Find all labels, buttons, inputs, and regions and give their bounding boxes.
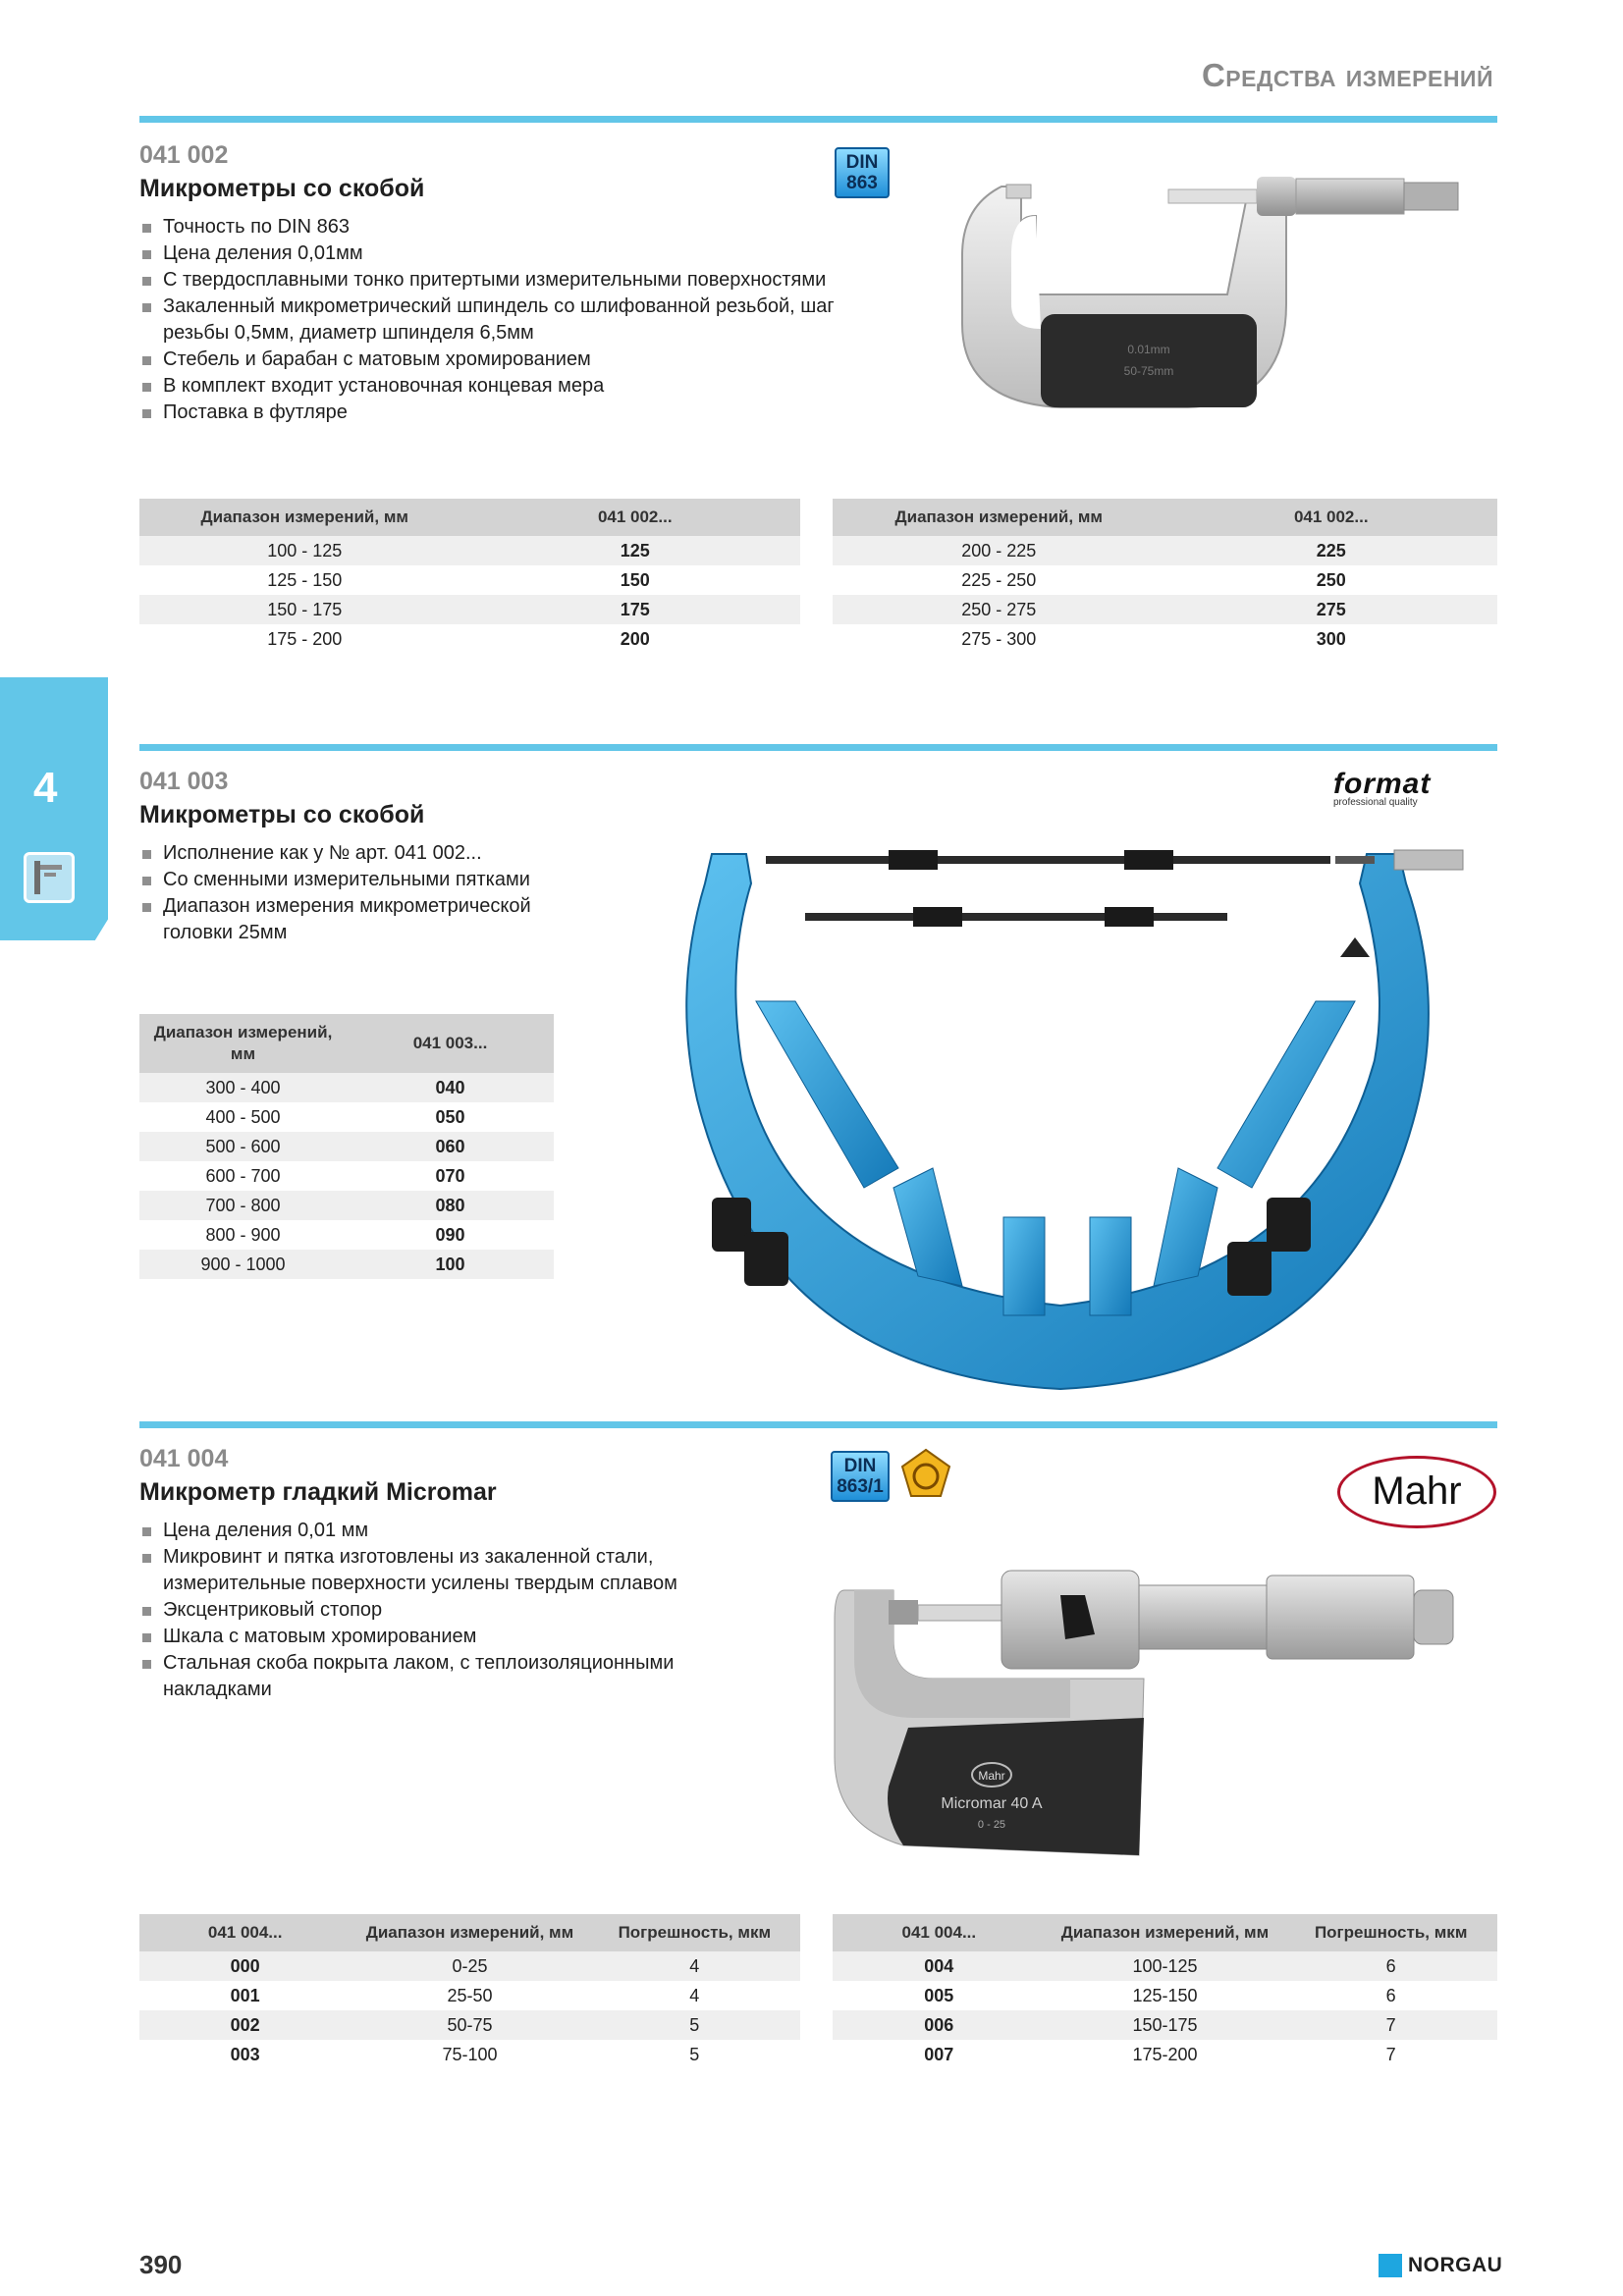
table-cell: 070 bbox=[435, 1165, 465, 1186]
table-row bbox=[139, 1132, 554, 1161]
table-041002-right bbox=[833, 499, 1497, 654]
table-041002-left bbox=[139, 499, 800, 654]
table-row bbox=[833, 536, 1497, 565]
photo-label: Mahr bbox=[978, 1769, 1005, 1783]
table-row bbox=[139, 1220, 554, 1250]
photo-label: 0 - 25 bbox=[977, 1819, 1006, 1831]
header-rule bbox=[139, 116, 1497, 123]
din-863-1-badge bbox=[831, 1451, 890, 1502]
table-cell: 150 - 175 bbox=[139, 595, 470, 624]
table-row bbox=[139, 565, 800, 595]
table-row bbox=[139, 536, 800, 565]
table-cell: 200 bbox=[620, 628, 650, 649]
badge-line-1: DIN bbox=[843, 1456, 877, 1476]
norgau-logo bbox=[1379, 2254, 1502, 2277]
section-rule bbox=[139, 1421, 1497, 1428]
quality-seal-icon bbox=[899, 1447, 952, 1500]
table-cell: 000 bbox=[139, 1951, 351, 1981]
photo-label: 50-75mm bbox=[1123, 364, 1174, 378]
page-number: 390 bbox=[139, 2250, 183, 2279]
list-item: Шкала с матовым хромированием bbox=[139, 1624, 748, 1650]
table-cell: 003 bbox=[230, 2044, 260, 2064]
table-cell: 100-125 bbox=[1046, 1951, 1285, 1981]
section-code-041002: 041 002 bbox=[139, 141, 229, 169]
table-cell: 250 - 275 bbox=[833, 595, 1165, 624]
badge-line-2: 863/1 bbox=[837, 1476, 884, 1497]
table-cell: 275 - 300 bbox=[961, 628, 1037, 649]
list-item: Стебель и барабан с матовым хромированием bbox=[139, 347, 905, 373]
table-cell: 7 bbox=[1385, 2044, 1396, 2064]
section-code-041003: 041 003 bbox=[139, 768, 229, 795]
table-cell: 050 bbox=[435, 1106, 465, 1127]
table-cell: 175-200 bbox=[1132, 2044, 1198, 2064]
table-cell: 7 bbox=[1284, 2010, 1497, 2040]
section-title-041002: Микрометры со скобой bbox=[139, 175, 425, 202]
table-header: Диапазон измерений, мм bbox=[1046, 1914, 1285, 1951]
table-cell: 005 bbox=[924, 1985, 954, 2005]
table-row bbox=[833, 1951, 1497, 1981]
table-cell: 150-175 bbox=[1046, 2010, 1285, 2040]
table-row bbox=[833, 2010, 1497, 2040]
table-cell: 5 bbox=[689, 2044, 700, 2064]
table-cell: 125-150 bbox=[1132, 1985, 1198, 2005]
table-cell: 090 bbox=[435, 1224, 465, 1245]
table-cell: 500 - 600 bbox=[139, 1132, 347, 1161]
table-header: 041 004... bbox=[833, 1914, 1046, 1951]
section-title-041003: Микрометры со скобой bbox=[139, 801, 425, 828]
list-item: В комплект входит установочная концевая мера bbox=[139, 373, 905, 400]
micrometer-photo-041002 bbox=[943, 157, 1502, 422]
photo-label: Micromar 40 A bbox=[941, 1795, 1043, 1812]
norgau-logo-word: NORGAU bbox=[1408, 2254, 1503, 2276]
table-cell: 6 bbox=[1385, 1985, 1396, 2005]
list-item: С твердосплавными тонко притертыми измерительными поверхностями bbox=[139, 267, 905, 294]
table-row bbox=[833, 595, 1497, 624]
table-header: 041 002... bbox=[470, 499, 801, 536]
table-header: Погрешность, мкм bbox=[1284, 1914, 1497, 1951]
table-cell: 125 bbox=[470, 536, 801, 565]
badge-line-1: DIN bbox=[845, 152, 879, 173]
list-item: Цена деления 0,01 мм bbox=[139, 1518, 748, 1544]
table-row bbox=[139, 2040, 800, 2069]
norgau-square-icon bbox=[1379, 2254, 1402, 2277]
table-row bbox=[139, 1073, 554, 1102]
table-cell: 150 bbox=[620, 569, 650, 590]
table-row bbox=[139, 1161, 554, 1191]
table-header: Диапазон измерений, мм bbox=[833, 499, 1165, 536]
table-cell: 100 bbox=[347, 1250, 554, 1279]
table-cell: 002 bbox=[139, 2010, 351, 2040]
mahr-logo: Mahr bbox=[1337, 1456, 1496, 1528]
table-cell: 400 - 500 bbox=[205, 1106, 281, 1127]
table-row bbox=[139, 595, 800, 624]
list-item: Поставка в футляре bbox=[139, 400, 905, 426]
table-header: Диапазон измерений, мм bbox=[351, 1914, 588, 1951]
table-cell: 060 bbox=[347, 1132, 554, 1161]
list-item: Закаленный микрометрический шпиндель со шлифованной резьбой, шаг резьбы 0,5мм, диаметр шпинделя 6,5мм bbox=[139, 294, 905, 347]
table-041003 bbox=[139, 1014, 554, 1279]
table-cell: 001 bbox=[230, 1985, 260, 2005]
list-item: Со сменными измерительными пятками bbox=[139, 867, 591, 893]
table-header: Диапазон измерений, мм bbox=[139, 1014, 347, 1073]
table-row bbox=[139, 2010, 800, 2040]
table-header: Погрешность, мкм bbox=[589, 1914, 800, 1951]
table-cell: 100 - 125 bbox=[139, 536, 470, 565]
table-cell: 225 bbox=[1165, 536, 1498, 565]
list-item: Стальная скоба покрыта лаком, с теплоизоляционными накладками bbox=[139, 1650, 748, 1703]
list-item: Микровинт и пятка изготовлены из закаленной стали, измерительные поверхности усилены твердым сплавом bbox=[139, 1544, 748, 1597]
feature-list-041002 bbox=[139, 214, 905, 426]
table-cell: 004 bbox=[833, 1951, 1046, 1981]
table-row bbox=[833, 1981, 1497, 2010]
section-rule bbox=[139, 744, 1497, 751]
table-cell: 040 bbox=[347, 1073, 554, 1102]
section-code-041004: 041 004 bbox=[139, 1445, 229, 1472]
feature-list-041003 bbox=[139, 840, 591, 946]
chapter-number: 4 bbox=[33, 764, 58, 812]
format-logo-word: format bbox=[1333, 768, 1432, 800]
table-cell: 275 bbox=[1165, 595, 1498, 624]
table-cell: 080 bbox=[347, 1191, 554, 1220]
list-item: Точность по DIN 863 bbox=[139, 214, 905, 240]
list-item: Исполнение как у № арт. 041 002... bbox=[139, 840, 591, 867]
table-cell: 175 - 200 bbox=[267, 628, 343, 649]
table-header: Диапазон измерений, мм bbox=[139, 499, 470, 536]
table-row bbox=[139, 1951, 800, 1981]
table-header: 041 004... bbox=[139, 1914, 351, 1951]
list-item: Эксцентриковый стопор bbox=[139, 1597, 748, 1624]
table-cell: 200 - 225 bbox=[833, 536, 1165, 565]
table-cell: 6 bbox=[1284, 1951, 1497, 1981]
format-logo-tagline: professional quality bbox=[1333, 797, 1418, 808]
list-item: Цена деления 0,01мм bbox=[139, 240, 905, 267]
table-header: 041 003... bbox=[347, 1014, 554, 1073]
table-row bbox=[139, 1981, 800, 2010]
table-row bbox=[139, 1250, 554, 1279]
table-cell: 300 bbox=[1316, 628, 1346, 649]
section-title-041004: Микрометр гладкий Micromar bbox=[139, 1478, 497, 1506]
table-cell: 900 - 1000 bbox=[139, 1250, 347, 1279]
photo-label: 0.01mm bbox=[1127, 343, 1170, 356]
table-cell: 006 bbox=[833, 2010, 1046, 2040]
table-cell: 600 - 700 bbox=[205, 1165, 281, 1186]
table-cell: 250 bbox=[1316, 569, 1346, 590]
page-title: Средства измерений bbox=[1201, 57, 1493, 93]
table-041004-left bbox=[139, 1914, 800, 2069]
table-cell: 0-25 bbox=[351, 1951, 588, 1981]
table-cell: 4 bbox=[689, 1985, 700, 2005]
table-row bbox=[833, 2040, 1497, 2069]
table-cell: 25-50 bbox=[447, 1985, 493, 2005]
table-row bbox=[833, 624, 1497, 654]
micromar-photo-041004 bbox=[815, 1561, 1492, 1865]
table-cell: 4 bbox=[589, 1951, 800, 1981]
din-863-badge bbox=[835, 147, 890, 198]
table-041004-right bbox=[833, 1914, 1497, 2069]
table-cell: 800 - 900 bbox=[205, 1224, 281, 1245]
table-cell: 225 - 250 bbox=[961, 569, 1037, 590]
table-cell: 007 bbox=[924, 2044, 954, 2064]
large-micrometer-photo-041003 bbox=[668, 844, 1483, 1404]
table-header: 041 002... bbox=[1165, 499, 1498, 536]
badge-line-2: 863 bbox=[846, 173, 878, 193]
table-cell: 5 bbox=[589, 2010, 800, 2040]
table-cell: 300 - 400 bbox=[139, 1073, 347, 1102]
table-row bbox=[139, 1102, 554, 1132]
feature-list-041004 bbox=[139, 1518, 748, 1703]
format-logo bbox=[1333, 768, 1431, 808]
table-cell: 700 - 800 bbox=[139, 1191, 347, 1220]
caliper-icon bbox=[24, 852, 75, 903]
table-cell: 50-75 bbox=[351, 2010, 588, 2040]
table-row bbox=[833, 565, 1497, 595]
table-cell: 125 - 150 bbox=[267, 569, 343, 590]
table-row bbox=[139, 624, 800, 654]
list-item: Диапазон измерения микрометрической головки 25мм bbox=[139, 893, 591, 946]
table-cell: 175 bbox=[470, 595, 801, 624]
table-row bbox=[139, 1191, 554, 1220]
table-cell: 75-100 bbox=[442, 2044, 498, 2064]
